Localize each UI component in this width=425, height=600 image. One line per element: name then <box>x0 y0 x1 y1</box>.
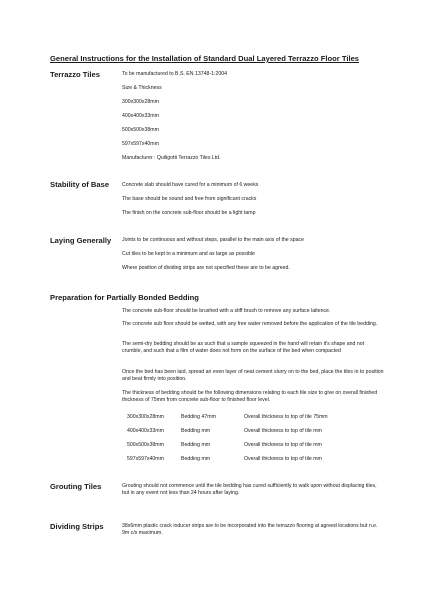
document-title: General Instructions for the Installation of Standard Dual Layered Terrazzo Floor Tiles <box>50 54 360 63</box>
bedding-paragraph: The concrete sub floor should be wetted, with any free water removed before the application of the tile bedding. <box>122 321 378 327</box>
table-cell-bedding: Bedding 47mm <box>181 414 216 420</box>
table-cell-size: 597x597x40mm <box>127 456 164 462</box>
section-heading-laying-generally: Laying Generally <box>50 236 112 245</box>
terrazzo-line: 500x500x38mm <box>122 127 159 133</box>
terrazzo-line: Manufacturer : Quiligotti Terrazzo Tiles Ltd. <box>122 155 221 161</box>
table-cell-overall: Overall thickness to top of tile mm <box>244 456 322 462</box>
dividing-text: 38x6mm plastic crack inducer strips are to be incorporated into the terrazzo flooring at agreed locations but n.e. 9m c/s maximum. <box>122 523 378 536</box>
stability-line: The finish on the concrete sub-floor should be a light tamp <box>122 210 256 216</box>
terrazzo-line: 300x300x28mm <box>122 99 159 105</box>
laying-line: Where position of dividing strips are not specified these are to be agreed. <box>122 265 290 271</box>
bedding-paragraph: The thickness of bedding should be the following dimensions relating to each tile size to give on overall finished thickness of 75mm from concrete sub-floor to finished floor level. <box>122 390 378 403</box>
section-heading-grouting-tiles: Grouting Tiles <box>50 482 102 491</box>
terrazzo-line: To be manufactured to B.S. EN 13748-1:2004 <box>122 71 227 77</box>
stability-line: Concrete slab should have cured for a minimum of 6 weeks <box>122 182 259 188</box>
table-cell-size: 400x400x33mm <box>127 428 164 434</box>
terrazzo-line: 400x400x33mm <box>122 113 159 119</box>
table-cell-bedding: Bedding mm <box>181 428 211 434</box>
laying-line: Cut tiles to be kept to a minimum and as large as possible <box>122 251 255 257</box>
terrazzo-line: 597x597x40mm <box>122 141 159 147</box>
stability-line: The base should be sound and free from significant cracks <box>122 196 257 202</box>
section-heading-bedding: Preparation for Partially Bonded Bedding <box>50 293 199 302</box>
table-cell-size: 300x300x28mm <box>127 414 164 420</box>
terrazzo-line: Size & Thickness <box>122 85 162 91</box>
section-heading-terrazzo-tiles: Terrazzo Tiles <box>50 70 100 79</box>
table-cell-bedding: Bedding mm <box>181 442 211 448</box>
section-heading-stability-of-base: Stability of Base <box>50 180 110 189</box>
bedding-paragraph: Once the bed has been laid, spread an even layer of neat cement slurry on to the bed, place the tiles in to position and beat firmly into position. <box>122 369 384 382</box>
table-cell-bedding: Bedding mm <box>181 456 211 462</box>
grouting-text: Grouting should not commence until the tile bedding has cured sufficiently to walk upon without displacing tiles, but in any event not less than 24 hours after laying. <box>122 483 377 496</box>
section-heading-dividing-strips: Dividing Strips <box>50 522 104 531</box>
table-cell-overall: Overall thickness to top of tile mm <box>244 442 322 448</box>
laying-line: Joints to be continuous and without steps, parallel to the main axis of the space <box>122 237 304 243</box>
table-cell-size: 500x500x38mm <box>127 442 164 448</box>
table-cell-overall: Overall thickness to top of tile 75mm <box>244 414 328 420</box>
bedding-paragraph: The semi-dry bedding should be as such that a sample squeezed in the hand will retain it's shape and not crumble, and such that a film of water does not form on the surface of the bed when compacted <box>122 341 365 354</box>
table-cell-overall: Overall thickness to top of tile mm <box>244 428 322 434</box>
bedding-paragraph: The concrete sub-floor should be brushed with a stiff brush to remove any surface laitence. <box>122 308 331 314</box>
